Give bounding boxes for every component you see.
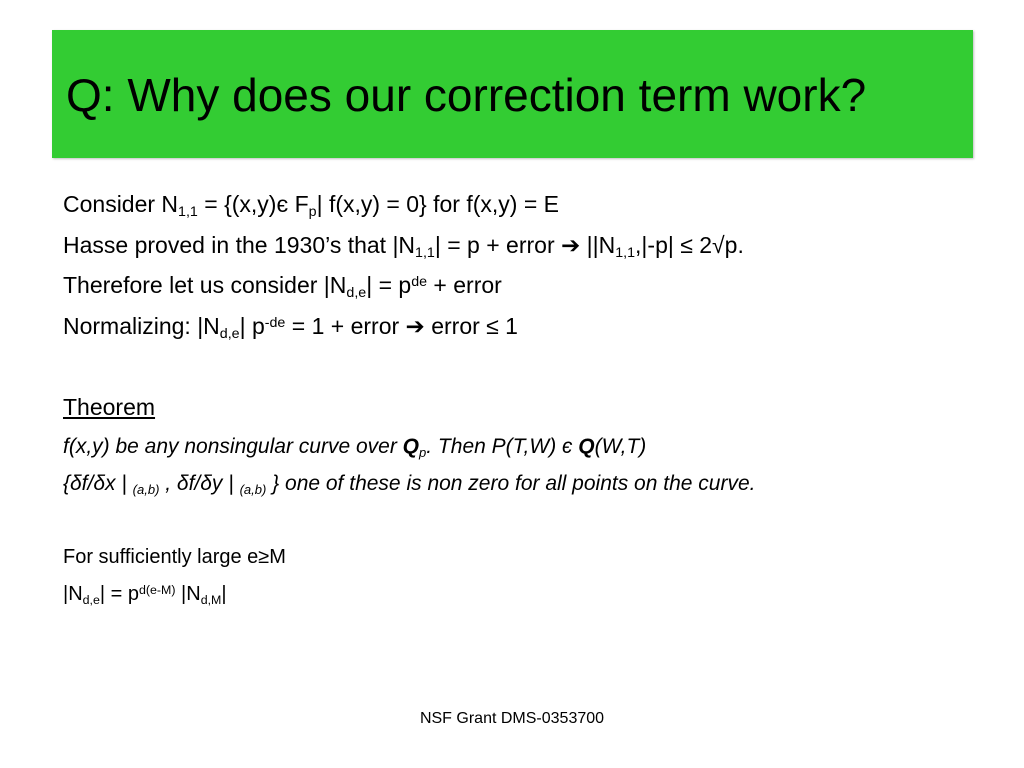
- theorem-statement-line: [63, 435, 647, 460]
- field-q-symbol: Q: [578, 435, 595, 458]
- text-segment: |N: [63, 583, 83, 605]
- text-segment: Therefore let us consider |N: [63, 272, 347, 298]
- grant-footer: NSF Grant DMS-0353700: [419, 710, 605, 727]
- subscript: p: [308, 204, 317, 221]
- superscript: de: [411, 273, 428, 290]
- text-segment: , δf/δy |: [159, 472, 240, 495]
- text-segment: = {(x,y)є F: [197, 191, 309, 217]
- subscript: 1,1: [178, 204, 198, 221]
- formula-line: [63, 582, 227, 607]
- text-segment: | = p: [99, 583, 139, 605]
- text-segment: . Then P(T,W) є: [426, 435, 579, 458]
- text-segment: Normalizing: |N: [63, 313, 220, 339]
- therefore-line: [63, 272, 502, 302]
- consider-line: [63, 191, 559, 221]
- text-segment: ,|-p| ≤ 2√p.: [635, 232, 744, 258]
- subscript: (a,b): [132, 481, 160, 497]
- subscript: d,e: [82, 592, 100, 607]
- hasse-line: [63, 232, 744, 262]
- slide-title: Q: Why does our correction term work?: [66, 69, 867, 121]
- text-segment: | p: [239, 313, 265, 339]
- sufficiently-large-line: For sufficiently large e≥M: [63, 546, 286, 568]
- subscript: p: [419, 444, 427, 460]
- subscript: (a,b): [239, 481, 267, 497]
- field-q-symbol: Q: [402, 435, 420, 458]
- text-segment: f(x,y) be any nonsingular curve over: [63, 435, 403, 458]
- superscript: d(e-M): [139, 582, 176, 597]
- text-segment: | = p + error: [434, 232, 561, 258]
- subscript: d,M: [200, 592, 222, 607]
- arrow-icon: ➔: [561, 232, 581, 258]
- text-segment: error ≤ 1: [424, 313, 518, 339]
- normalizing-line: [63, 313, 518, 343]
- subscript: d,e: [346, 285, 367, 302]
- text-segment: (W,T): [594, 435, 647, 458]
- text-segment: | f(x,y) = 0} for f(x,y) = E: [316, 191, 559, 217]
- text-segment: = 1 + error: [285, 313, 406, 339]
- superscript: -de: [264, 314, 286, 331]
- text-segment: Hasse proved in the 1930’s that |N: [63, 232, 416, 258]
- text-segment: Consider N: [63, 191, 179, 217]
- text-segment: |: [221, 583, 227, 605]
- theorem-heading: Theorem: [63, 394, 156, 420]
- text-segment: ||N: [580, 232, 616, 258]
- subscript: 1,1: [615, 245, 636, 262]
- title-banner: [52, 30, 973, 158]
- theorem-condition-line: [63, 472, 756, 497]
- text-segment: + error: [427, 272, 502, 298]
- subscript: 1,1: [415, 245, 435, 262]
- text-segment: |N: [175, 583, 201, 605]
- text-segment: {δf/δx |: [63, 472, 133, 495]
- arrow-icon: ➔: [405, 313, 425, 339]
- text-segment: } one of these is non zero for all points on the curve.: [266, 472, 756, 495]
- subscript: d,e: [219, 326, 240, 343]
- text-segment: | = p: [366, 272, 412, 298]
